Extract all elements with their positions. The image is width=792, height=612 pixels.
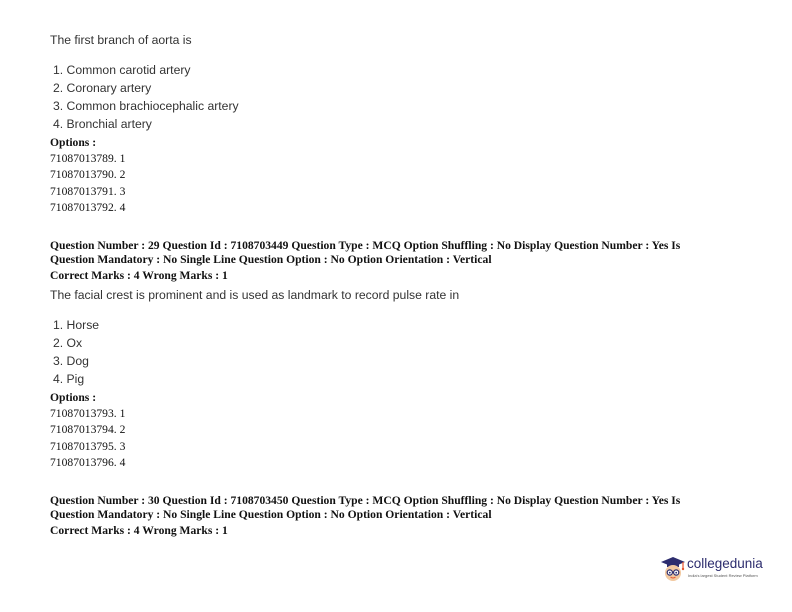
option-id-29-4: 71087013796. 4 (50, 456, 126, 469)
option-id-28-2: 71087013790. 2 (50, 168, 126, 181)
question-header-30-line1: Question Number : 30 Question Id : 7108703450 Question Type : MCQ Option Shuffling : No Display Question Number : Yes Is (50, 494, 681, 507)
marks-30: Correct Marks : 4 Wrong Marks : 1 (50, 524, 228, 537)
option-28-4: 4. Bronchial artery (53, 117, 152, 131)
question-text-29: The facial crest is prominent and is used as landmark to record pulse rate in (50, 288, 460, 302)
option-29-4: 4. Pig (53, 372, 85, 386)
question-header-30-line2: Question Mandatory : No Single Line Question Option : No Option Orientation : Vertical (50, 508, 492, 521)
option-29-3: 3. Dog (53, 354, 89, 368)
option-id-28-1: 71087013789. 1 (50, 152, 126, 165)
question-header-29-line2: Question Mandatory : No Single Line Question Option : No Option Orientation : Vertical (50, 253, 492, 266)
question-text-28: The first branch of aorta is (50, 33, 192, 47)
graduate-mascot-icon (658, 554, 688, 584)
options-label-29: Options : (50, 391, 97, 404)
option-id-28-3: 71087013791. 3 (50, 185, 126, 198)
question-header-29-line1: Question Number : 29 Question Id : 7108703449 Question Type : MCQ Option Shuffling : No Display Question Number : Yes Is (50, 239, 681, 252)
option-29-1: 1. Horse (53, 318, 100, 332)
option-28-2: 2. Coronary artery (53, 81, 152, 95)
option-28-1: 1. Common carotid artery (53, 63, 191, 77)
option-id-29-1: 71087013793. 1 (50, 407, 126, 420)
logo-wordmark: collegedunia (687, 556, 763, 571)
marks-29: Correct Marks : 4 Wrong Marks : 1 (50, 269, 228, 282)
option-28-3: 3. Common brachiocephalic artery (53, 99, 239, 113)
logo-tagline: India's largest Student Review Platform (688, 573, 758, 578)
option-29-2: 2. Ox (53, 336, 83, 350)
option-id-28-4: 71087013792. 4 (50, 201, 126, 214)
option-id-29-3: 71087013795. 3 (50, 440, 126, 453)
options-label-28: Options : (50, 136, 97, 149)
collegedunia-logo (658, 552, 768, 586)
option-id-29-2: 71087013794. 2 (50, 423, 126, 436)
